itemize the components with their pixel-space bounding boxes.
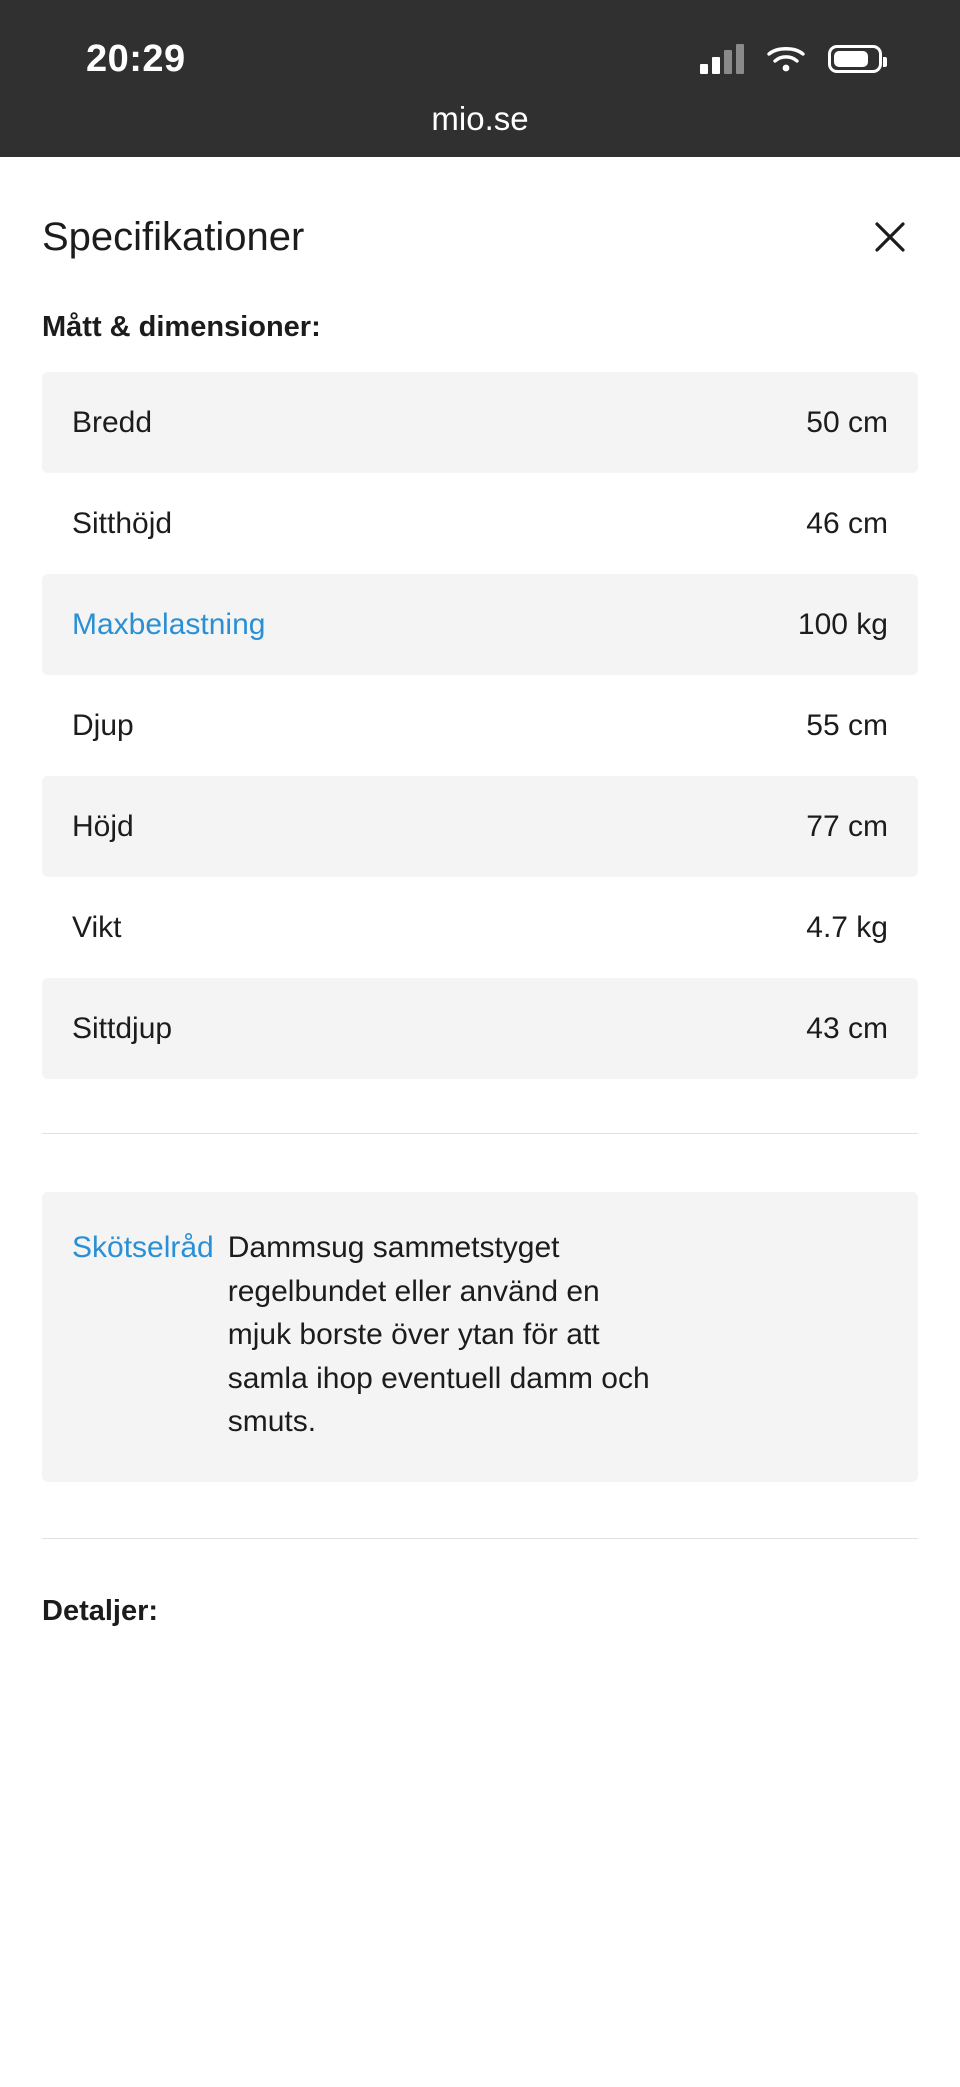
specifications-sheet bbox=[0, 157, 960, 1628]
spec-label: Höjd bbox=[72, 809, 134, 843]
spec-label: Bredd bbox=[72, 405, 153, 439]
table-row bbox=[42, 978, 918, 1079]
spec-label: Djup bbox=[72, 708, 134, 742]
spec-label: Sitthöjd bbox=[72, 506, 173, 540]
table-row bbox=[42, 574, 918, 675]
sheet-header bbox=[42, 157, 918, 269]
table-row bbox=[42, 877, 918, 978]
spec-value: 55 cm bbox=[806, 708, 888, 742]
cellular-signal-icon bbox=[700, 44, 744, 74]
status-bar bbox=[0, 0, 960, 157]
status-time: 20:29 bbox=[86, 38, 186, 80]
table-row bbox=[42, 776, 918, 877]
care-instructions-box bbox=[42, 1192, 918, 1482]
spec-value: 46 cm bbox=[806, 506, 888, 540]
table-row bbox=[42, 372, 918, 473]
url-display[interactable]: mio.se bbox=[431, 100, 529, 137]
spec-label-link[interactable]: Maxbelastning bbox=[72, 607, 266, 641]
table-row bbox=[42, 473, 918, 574]
spec-value: 4.7 kg bbox=[806, 910, 888, 944]
divider bbox=[42, 1538, 918, 1539]
spec-value: 50 cm bbox=[806, 405, 888, 439]
status-icons bbox=[700, 44, 882, 74]
spec-label: Vikt bbox=[72, 910, 122, 944]
dimensions-heading: Mått & dimensioner: bbox=[42, 311, 321, 343]
wifi-icon bbox=[766, 44, 806, 74]
battery-icon bbox=[828, 45, 882, 73]
close-icon[interactable] bbox=[862, 209, 918, 265]
care-label-link[interactable]: Skötselråd bbox=[72, 1231, 214, 1264]
specifications-table bbox=[42, 372, 918, 1079]
page-title: Specifikationer bbox=[42, 214, 305, 259]
divider bbox=[42, 1133, 918, 1134]
table-row bbox=[42, 675, 918, 776]
spec-label: Sittdjup bbox=[72, 1011, 173, 1045]
care-text: Dammsug sammetstyget regelbundet eller använd en mjuk borste över ytan för att samla ihop eventuell damm och smuts. bbox=[227, 1231, 650, 1438]
spec-value: 100 kg bbox=[797, 607, 888, 641]
details-heading: Detaljer: bbox=[42, 1594, 159, 1627]
spec-value: 43 cm bbox=[806, 1011, 888, 1045]
spec-value: 77 cm bbox=[806, 809, 888, 843]
